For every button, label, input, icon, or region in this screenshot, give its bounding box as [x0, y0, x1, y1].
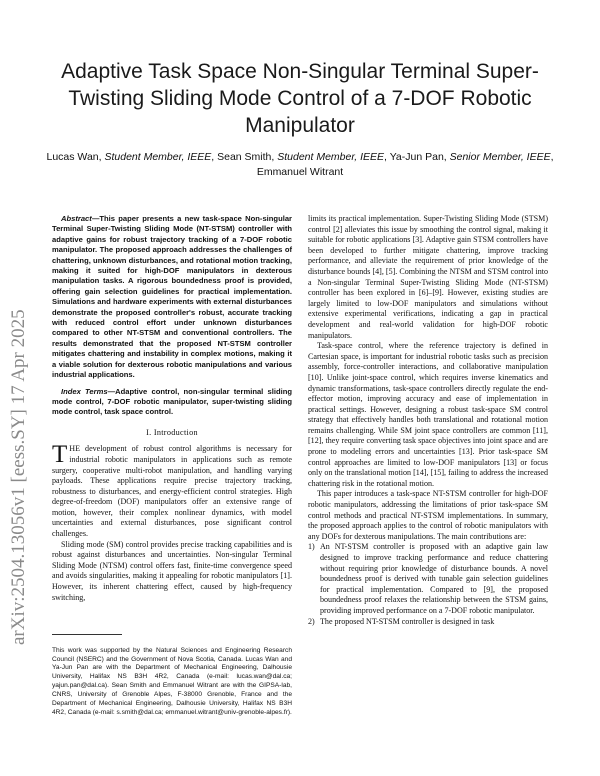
intro-paragraph-1: [52, 441, 292, 539]
list-item-number: 2): [308, 616, 315, 626]
index-terms-text: —Adaptive control, non-singular terminal sliding mode control, 7-DOF robotic manipulator, super-twisting sliding mode control, task space control.: [52, 386, 292, 417]
drop-cap: T: [52, 441, 68, 469]
author-2: , Sean Smith,: [211, 151, 278, 163]
index-terms-label: Index Terms: [61, 386, 108, 396]
intro-paragraph-2: Sliding mode (SM) control provides precise tracking capabilities and is robust against disturbances and uncertainties. Non-singular Terminal Sliding Mode (NTSM) control offers fast, finite-time convergence speed and avoids singularities, making it appealing for robotic manipulators [1]. However, its inherent chattering effect, caused by high-frequency switching,: [52, 539, 292, 602]
arxiv-stamp: arXiv:2504.13056v1 [eess.SY] 17 Apr 2025: [8, 309, 29, 645]
list-item-text: The proposed NT-STSM controller is designed in task: [320, 616, 495, 626]
author-list: [40, 150, 560, 180]
abstract-text: —This paper presents a new task-space Non-singular Terminal Super-Twisting Sliding Mode (NT-STSM) controller with adaptive gains for robust trajectory tracking of a 7-DOF robotic manipulator. The proposed approach addresses the challenges of chattering, unknown disturbances, and rotational motion tracking, making it suited for high-DOF manipulators in dexterous manipulation tasks. A rigorous boundedness proof is provided, offering gain selection guidelines for practical implementation. Simulations and hardware experiments with external disturbances demonstrate the proposed controller's robust, accurate tracking with reduced control effort under unknown disturbances compared to other NT-STSM and conventional controllers. The results demonstrated that the proposed NT-STSM controller mitigates chattering and instability in complex motions, making it a viable solution for dexterous robotic manipulations and various industrial applications.: [52, 214, 292, 380]
author-1-membership: Student Member, IEEE: [104, 151, 212, 163]
intro-paragraph-5: This paper introduces a task-space NT-STSM controller for high-DOF robotic manipulators, addressing the limitations of prior task-space SM control methods and practical NT-STSM implementations. In summary, the proposed approach applies to the control of robotic manipulators with any DOFs for dexterous manipulations. The main contributions are:: [308, 489, 548, 541]
index-terms: [52, 387, 292, 418]
list-item-text: An NT-STSM controller is proposed with an adaptive gain law designed to improve tracking performance and reduce chattering without requiring prior knowledge of disturbance bounds. A novel boundedness proof is derived with tunable gain selection guidelines for practical implementation. Compared to [9], the proposed boundedness proof relaxes the relationship between the STSM gains, providing improved performance on a 7-DOF robotic manipulator.: [320, 542, 548, 615]
footnote: This work was supported by the Natural Sciences and Engineering Research Council (NSERC) and the Government of Nova Scotia, Canada. Lucas Wan and Ya-Jun Pan are with the Department of Mechanical Engineering, Dalhousie University, Halifax NS B3H 4R2, Canada (e-mail: lucas.wan@dal.ca; yajun.pan@dal.ca). Sean Smith and Emmanuel Witrant are with the GIPSA-lab, CNRS, University of Grenoble Alpes, F-38000 Grenoble, France and the Department of Mechanical Engineering, Dalhousie University, Halifax NS B3H 4R2, Canada (e-mail: s.smith@dal.ca; emmanuel.witrant@univ-grenoble-alpes.fr).: [52, 646, 292, 716]
contributions-list: [308, 542, 548, 627]
list-item-number: 1): [308, 542, 315, 552]
author-1: Lucas Wan,: [46, 151, 105, 163]
abstract-label: Abstract: [61, 214, 92, 223]
intro-paragraph-1-text: HE development of robust control algorithms is necessary for industrial robotic manipulators in applications such as remote surgery, cooperative multi-robot manipulation, and handling varying payloads. These applications require precise trajectory tracking, robustness to disturbances, and energy-efficient control strategies. High degree-of-freedom (DOF) manipulators offer an extensive range of motion, however, their complex nonlinear dynamics, with model uncertainties and external disturbances, pose significant control challenges.: [52, 444, 292, 539]
intro-paragraph-4: Task-space control, where the reference trajectory is defined in Cartesian space, is important for industrial robotic tasks such as precision assembly, force-controller interactions, and collaborative manipulation [10]. Unlike joint-space control, which requires inverse kinematics and dynamic transformations, task-space controllers directly regulate the end-effector motion, improving accuracy and ease of implementation in practical settings. However, designing a robust task-space SM control strategy that effectively handles both translational and rotational motion remains challenging. While SM joint space controllers are common [11], [12], they require converting task space objectives into joint space and are prone to modeling errors and uncertainties [13]. Prior task-space SM control approaches are limited to low-DOF manipulators [13] or focus only on the translational motion [14], [15], failing to address the increased chattering risk in the rotational motion.: [308, 341, 548, 488]
section-heading-introduction: I. Introduction: [146, 427, 198, 437]
list-item: [308, 617, 548, 628]
author-2-membership: Student Member, IEEE: [277, 151, 385, 163]
paper-title: Adaptive Task Space Non-Singular Terminal Super-Twisting Sliding Mode Control of a 7-DOF Robotic Manipulator: [61, 60, 539, 137]
footnote-divider: [52, 634, 122, 635]
list-item: [308, 542, 548, 616]
intro-paragraph-3: limits its practical implementation. Super-Twisting Sliding Mode (STSM) control [2] alleviates this issue by smoothing the control signal, making it suitable for robotic applications [3]. Adaptive gain STSM controllers have been developed to further mitigate chattering, improve tracking performance, and alleviate the requirement of prior knowledge of the disturbance bounds [4], [5]. Combining the NTSM and STSM control into a Non-singular Terminal Super-Twisting Sliding Mode (NT-STSM) controller has been explored in [6]–[9]. However, existing studies are largely limited to low-DOF manipulators and simulations without extensive experimental verifications, indicating a gap in practical development and real-world validation for high-DOF robotic manipulators.: [308, 214, 548, 340]
right-column: [308, 214, 548, 627]
author-3: , Ya-Jun Pan,: [384, 151, 450, 163]
left-column: [52, 214, 292, 603]
author-4: , Emmanuel Witrant: [256, 151, 554, 178]
abstract: [52, 214, 292, 381]
author-3-membership: Senior Member, IEEE: [449, 151, 551, 163]
